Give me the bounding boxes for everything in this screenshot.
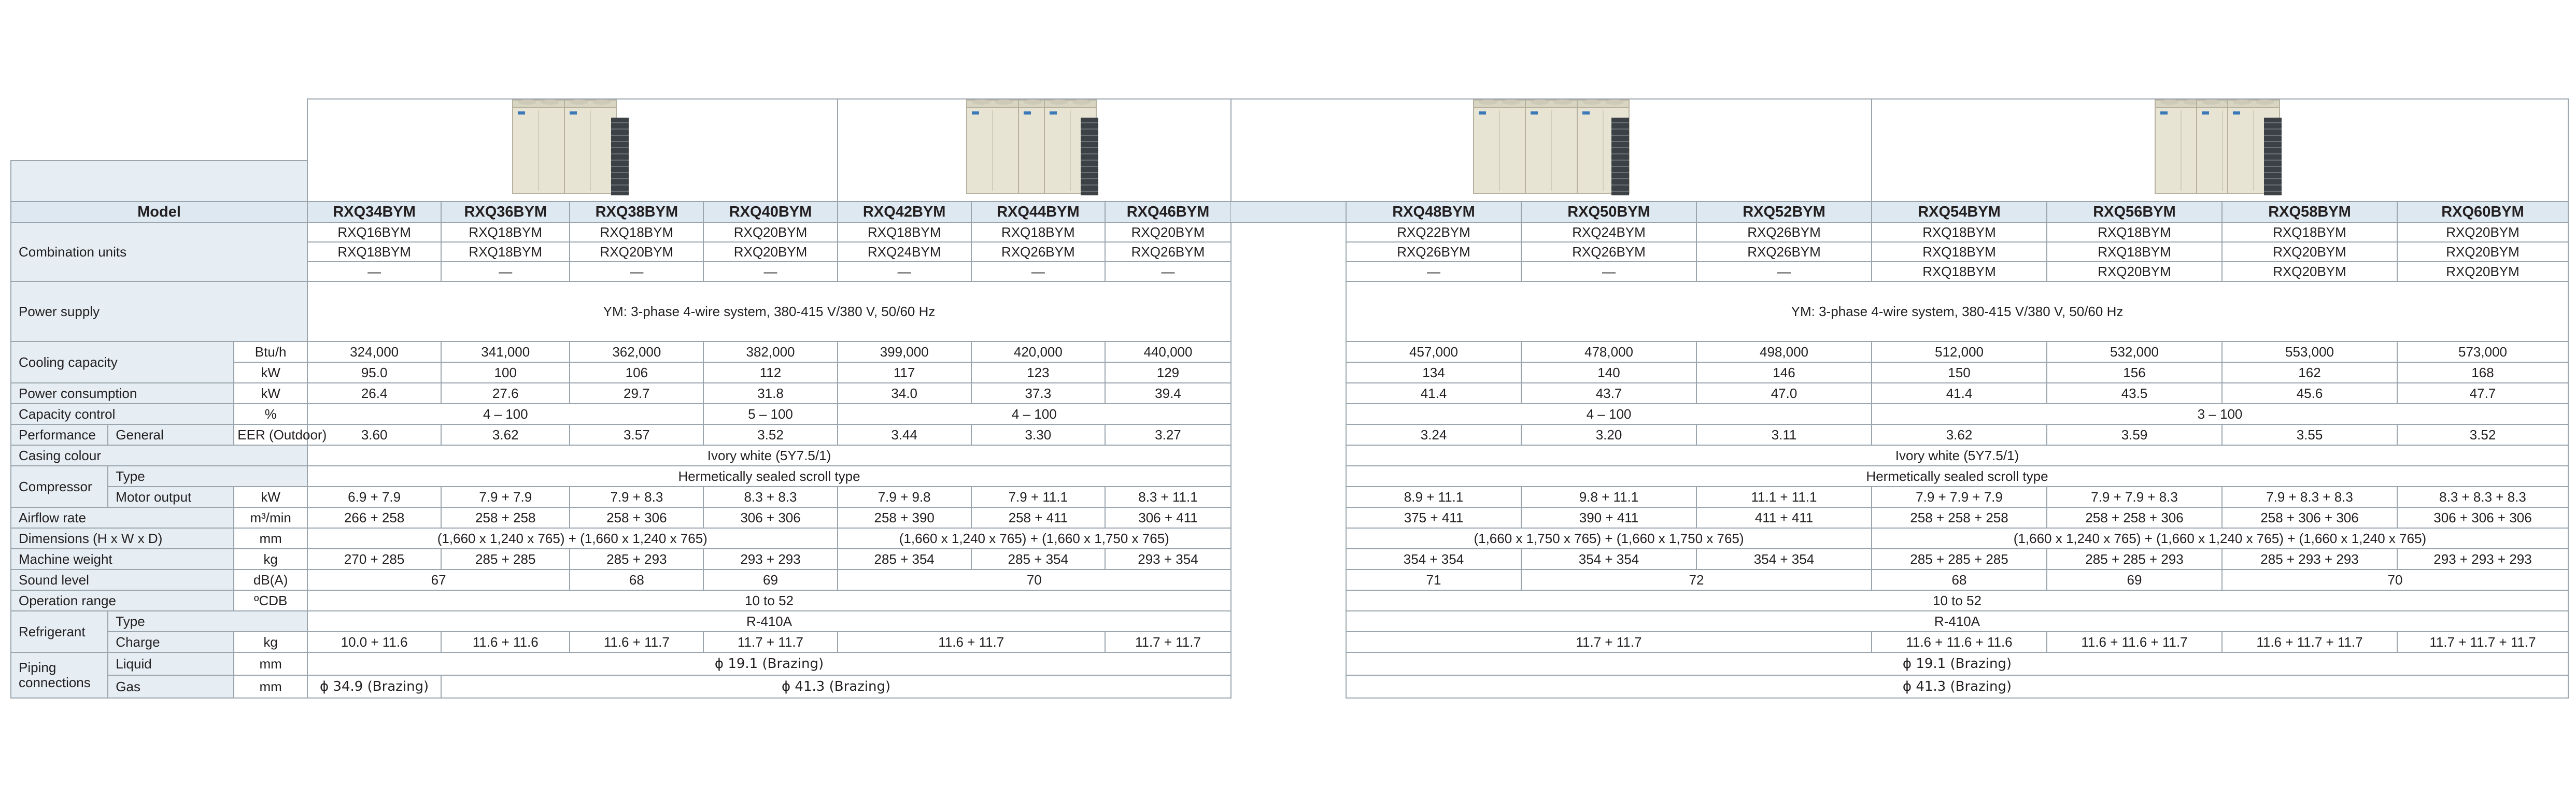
combo-cell: RXQ18BYM (441, 242, 570, 262)
value-cell: 375 + 411 (1346, 507, 1521, 528)
machine-weight-label: Machine weight (11, 549, 234, 569)
product-image-right-2 (1872, 99, 2568, 202)
product-image-left-1 (307, 99, 838, 202)
power-supply-value: YM: 3-phase 4-wire system, 380-415 V/380 V, 50/60 Hz (1346, 281, 2568, 341)
value-cell: 72 (1521, 569, 1872, 590)
value-cell: 100 (441, 362, 570, 383)
value-cell: 420,000 (971, 341, 1105, 362)
value-cell: 258 + 306 (570, 507, 703, 528)
value-cell: 324,000 (307, 341, 441, 362)
unit-label: kW (234, 383, 307, 404)
value-cell: 106 (570, 362, 703, 383)
value-cell: (1,660 x 1,750 x 765) + (1,660 x 1,750 x 765) (1346, 528, 1872, 549)
model-name: RXQ42BYM (838, 202, 971, 222)
value-cell: 168 (2397, 362, 2568, 383)
eer-label: EER (Outdoor) (234, 424, 307, 445)
combo-cell: RXQ24BYM (1521, 222, 1696, 242)
power-supply-value: YM: 3-phase 4-wire system, 380-415 V/380 V, 50/60 Hz (307, 281, 1231, 341)
outdoor-unit-icon (967, 100, 1101, 198)
value-cell: 411 + 411 (1696, 507, 1872, 528)
value-cell: 266 + 258 (307, 507, 441, 528)
value-cell: (1,660 x 1,240 x 765) + (1,660 x 1,750 x 765) (838, 528, 1231, 549)
combo-cell: RXQ18BYM (2047, 242, 2222, 262)
value-cell: 7.9 + 11.1 (971, 487, 1105, 507)
value-cell: 285 + 354 (971, 549, 1105, 569)
model-name: RXQ40BYM (703, 202, 837, 222)
combo-cell: RXQ26BYM (1696, 222, 1872, 242)
value-cell: Ivory white (5Y7.5/1) (307, 445, 1231, 466)
combo-cell: RXQ18BYM (1872, 242, 2047, 262)
value-cell: 69 (703, 569, 837, 590)
value-cell: 285 + 293 + 293 (2222, 549, 2397, 569)
value-cell: 9.8 + 11.1 (1521, 487, 1696, 507)
combo-cell: RXQ26BYM (971, 242, 1105, 262)
value-cell: 11.6 + 11.7 + 11.7 (2222, 632, 2397, 652)
value-cell: 3 – 100 (1872, 404, 2568, 424)
outdoor-unit-icon (2155, 100, 2285, 198)
value-cell: 29.7 (570, 383, 703, 404)
value-cell: 3.20 (1521, 424, 1696, 445)
value-cell: ϕ 34.9 (Brazing) (307, 675, 441, 698)
value-cell: 162 (2222, 362, 2397, 383)
combo-cell: RXQ18BYM (971, 222, 1105, 242)
combo-cell: RXQ26BYM (1696, 242, 1872, 262)
value-cell: ϕ 19.1 (Brazing) (307, 652, 1231, 675)
value-cell: 457,000 (1346, 341, 1521, 362)
value-cell: 10.0 + 11.6 (307, 632, 441, 652)
capacity-control-label: Capacity control (11, 404, 234, 424)
value-cell: 7.9 + 7.9 (441, 487, 570, 507)
value-cell: 146 (1696, 362, 1872, 383)
model-name: RXQ50BYM (1521, 202, 1696, 222)
value-cell: 512,000 (1872, 341, 2047, 362)
model-name: RXQ48BYM (1346, 202, 1521, 222)
performance-label: Performance (11, 424, 108, 445)
value-cell: R-410A (307, 611, 1231, 632)
value-cell: 573,000 (2397, 341, 2568, 362)
combo-cell: RXQ18BYM (2047, 222, 2222, 242)
model-name: RXQ36BYM (441, 202, 570, 222)
unit-label: ºCDB (234, 590, 307, 611)
combo-cell: — (441, 262, 570, 281)
value-cell: 45.6 (2222, 383, 2397, 404)
combo-cell: RXQ20BYM (2222, 242, 2397, 262)
value-cell: 7.9 + 7.9 + 7.9 (1872, 487, 2047, 507)
unit-label: mm (234, 652, 307, 675)
value-cell: 3.52 (703, 424, 837, 445)
model-name: RXQ46BYM (1105, 202, 1231, 222)
liquid-label: Liquid (108, 652, 234, 675)
value-cell: 10 to 52 (1346, 590, 2568, 611)
value-cell: 31.8 (703, 383, 837, 404)
charge-label: Charge (108, 632, 234, 652)
type-label: Type (108, 611, 307, 632)
model-name: RXQ60BYM (2397, 202, 2568, 222)
value-cell: 11.7 + 11.7 + 11.7 (2397, 632, 2568, 652)
value-cell: 117 (838, 362, 971, 383)
model-name: RXQ34BYM (307, 202, 441, 222)
value-cell: 4 – 100 (307, 404, 703, 424)
spec-table-right (1231, 98, 2569, 699)
combo-cell: — (838, 262, 971, 281)
value-cell: Hermetically sealed scroll type (1346, 466, 2568, 487)
value-cell: 47.0 (1696, 383, 1872, 404)
value-cell: 8.3 + 8.3 (703, 487, 837, 507)
value-cell: 11.6 + 11.6 + 11.7 (2047, 632, 2222, 652)
value-cell: 10 to 52 (307, 590, 1231, 611)
combo-cell: RXQ18BYM (570, 222, 703, 242)
cooling-capacity-label: Cooling capacity (11, 341, 234, 383)
value-cell: 8.9 + 11.1 (1346, 487, 1521, 507)
combo-cell: RXQ18BYM (441, 222, 570, 242)
value-cell: 3.57 (570, 424, 703, 445)
value-cell: 5 – 100 (703, 404, 837, 424)
unit-label: kg (234, 632, 307, 652)
value-cell: 34.0 (838, 383, 971, 404)
value-cell: 258 + 390 (838, 507, 971, 528)
combination-units-label: Combination units (11, 222, 307, 281)
value-cell: (1,660 x 1,240 x 765) + (1,660 x 1,240 x 765) (307, 528, 838, 549)
value-cell: 11.6 + 11.6 + 11.6 (1872, 632, 2047, 652)
value-cell: 7.9 + 9.8 (838, 487, 971, 507)
value-cell: 3.62 (1872, 424, 2047, 445)
unit-label: % (234, 404, 307, 424)
gap-column (1231, 222, 1346, 698)
combo-cell: RXQ26BYM (1346, 242, 1521, 262)
value-cell: 285 + 285 + 285 (1872, 549, 2047, 569)
value-cell: 399,000 (838, 341, 971, 362)
compressor-label: Compressor (11, 466, 108, 507)
value-cell: 8.3 + 11.1 (1105, 487, 1231, 507)
unit-label: dB(A) (234, 569, 307, 590)
value-cell: ϕ 41.3 (Brazing) (1346, 675, 2568, 698)
combo-cell: RXQ20BYM (570, 242, 703, 262)
combo-cell: RXQ20BYM (2047, 262, 2222, 281)
value-cell: Ivory white (5Y7.5/1) (1346, 445, 2568, 466)
combo-cell: — (570, 262, 703, 281)
value-cell: 341,000 (441, 341, 570, 362)
combo-cell: RXQ22BYM (1346, 222, 1521, 242)
value-cell: 440,000 (1105, 341, 1231, 362)
combo-cell: — (1696, 262, 1872, 281)
value-cell: 7.9 + 8.3 (570, 487, 703, 507)
model-name: RXQ54BYM (1872, 202, 2047, 222)
value-cell: 3.11 (1696, 424, 1872, 445)
value-cell: Hermetically sealed scroll type (307, 466, 1231, 487)
value-cell: 27.6 (441, 383, 570, 404)
combo-cell: RXQ18BYM (1872, 262, 2047, 281)
value-cell: 498,000 (1696, 341, 1872, 362)
value-cell: 306 + 306 + 306 (2397, 507, 2568, 528)
value-cell: 3.52 (2397, 424, 2568, 445)
combo-cell: RXQ20BYM (703, 242, 837, 262)
value-cell: 306 + 306 (703, 507, 837, 528)
value-cell: 69 (2047, 569, 2222, 590)
combo-cell: RXQ24BYM (838, 242, 971, 262)
unit-label: Btu/h (234, 341, 307, 362)
value-cell: 156 (2047, 362, 2222, 383)
value-cell: 532,000 (2047, 341, 2222, 362)
gas-label: Gas (108, 675, 234, 698)
value-cell: 134 (1346, 362, 1521, 383)
combo-cell: RXQ18BYM (1872, 222, 2047, 242)
piping-connections-label: Piping connections (11, 652, 108, 698)
value-cell: 258 + 306 + 306 (2222, 507, 2397, 528)
value-cell: 6.9 + 7.9 (307, 487, 441, 507)
value-cell: 3.59 (2047, 424, 2222, 445)
value-cell: ϕ 41.3 (Brazing) (441, 675, 1231, 698)
value-cell: 3.24 (1346, 424, 1521, 445)
value-cell: 285 + 354 (838, 549, 971, 569)
value-cell: 7.9 + 8.3 + 8.3 (2222, 487, 2397, 507)
value-cell: 285 + 285 (441, 549, 570, 569)
value-cell: 37.3 (971, 383, 1105, 404)
value-cell: 354 + 354 (1346, 549, 1521, 569)
value-cell: 3.55 (2222, 424, 2397, 445)
unit-label: kg (234, 549, 307, 569)
value-cell: 258 + 258 + 258 (1872, 507, 2047, 528)
value-cell: 354 + 354 (1521, 549, 1696, 569)
value-cell: 41.4 (1872, 383, 2047, 404)
motor-output-label: Motor output (108, 487, 234, 507)
value-cell: 67 (307, 569, 570, 590)
combo-cell: RXQ18BYM (838, 222, 971, 242)
value-cell: 68 (570, 569, 703, 590)
casing-colour-label: Casing colour (11, 445, 307, 466)
combo-cell: RXQ20BYM (2397, 222, 2568, 242)
combo-cell: RXQ20BYM (1105, 222, 1231, 242)
value-cell: 3.27 (1105, 424, 1231, 445)
value-cell: 293 + 354 (1105, 549, 1231, 569)
value-cell: R-410A (1346, 611, 2568, 632)
unit-label: mm (234, 528, 307, 549)
value-cell: 11.7 + 11.7 (1346, 632, 1872, 652)
combo-cell: — (703, 262, 837, 281)
unit-label: kW (234, 362, 307, 383)
model-name: RXQ44BYM (971, 202, 1105, 222)
value-cell: 285 + 293 (570, 549, 703, 569)
value-cell: 11.1 + 11.1 (1696, 487, 1872, 507)
value-cell: 258 + 258 + 306 (2047, 507, 2222, 528)
power-supply-label: Power supply (11, 281, 307, 341)
combo-cell: RXQ20BYM (2397, 242, 2568, 262)
power-consumption-label: Power consumption (11, 383, 234, 404)
value-cell: 258 + 258 (441, 507, 570, 528)
combo-cell: — (307, 262, 441, 281)
model-name: RXQ38BYM (570, 202, 703, 222)
value-cell: 270 + 285 (307, 549, 441, 569)
value-cell: 382,000 (703, 341, 837, 362)
value-cell: 3.44 (838, 424, 971, 445)
value-cell: 71 (1346, 569, 1521, 590)
value-cell: 11.6 + 11.7 (838, 632, 1105, 652)
value-cell: 553,000 (2222, 341, 2397, 362)
unit-label: m³/min (234, 507, 307, 528)
sound-level-label: Sound level (11, 569, 234, 590)
outdoor-unit-icon (513, 100, 632, 198)
value-cell: 285 + 285 + 293 (2047, 549, 2222, 569)
value-cell: 11.7 + 11.7 (703, 632, 837, 652)
value-cell: 4 – 100 (1346, 404, 1872, 424)
dimensions-label: Dimensions (H x W x D) (11, 528, 234, 549)
combo-cell: RXQ26BYM (1521, 242, 1696, 262)
value-cell: 354 + 354 (1696, 549, 1872, 569)
combo-cell: RXQ20BYM (703, 222, 837, 242)
refrigerant-label: Refrigerant (11, 611, 108, 652)
airflow-rate-label: Airflow rate (11, 507, 234, 528)
value-cell: 68 (1872, 569, 2047, 590)
value-cell: 306 + 411 (1105, 507, 1231, 528)
unit-label: mm (234, 675, 307, 698)
combo-cell: RXQ18BYM (2222, 222, 2397, 242)
value-cell: 95.0 (307, 362, 441, 383)
combo-cell: — (971, 262, 1105, 281)
value-cell: 8.3 + 8.3 + 8.3 (2397, 487, 2568, 507)
combo-cell: RXQ26BYM (1105, 242, 1231, 262)
value-cell: 43.7 (1521, 383, 1696, 404)
value-cell: 47.7 (2397, 383, 2568, 404)
value-cell: 478,000 (1521, 341, 1696, 362)
value-cell: 293 + 293 (703, 549, 837, 569)
value-cell: 123 (971, 362, 1105, 383)
value-cell: 7.9 + 7.9 + 8.3 (2047, 487, 2222, 507)
value-cell: ϕ 19.1 (Brazing) (1346, 652, 2568, 675)
value-cell: 3.62 (441, 424, 570, 445)
value-cell: 11.7 + 11.7 (1105, 632, 1231, 652)
combo-cell: — (1346, 262, 1521, 281)
value-cell: 129 (1105, 362, 1231, 383)
unit-label: kW (234, 487, 307, 507)
product-image-left-2 (838, 99, 1231, 202)
outdoor-unit-icon (1474, 100, 1629, 198)
model-header-spacer (1231, 202, 1346, 222)
type-label: Type (108, 466, 307, 487)
value-cell: 11.6 + 11.6 (441, 632, 570, 652)
model-label: Model (11, 202, 307, 222)
value-cell: 150 (1872, 362, 2047, 383)
value-cell: 293 + 293 + 293 (2397, 549, 2568, 569)
model-name: RXQ58BYM (2222, 202, 2397, 222)
value-cell: 140 (1521, 362, 1696, 383)
product-image-right-1 (1231, 99, 1872, 202)
operation-range-label: Operation range (11, 590, 234, 611)
combo-cell: RXQ18BYM (307, 242, 441, 262)
combo-cell: RXQ20BYM (2222, 262, 2397, 281)
value-cell: 26.4 (307, 383, 441, 404)
value-cell: 70 (838, 569, 1231, 590)
combo-cell: RXQ16BYM (307, 222, 441, 242)
value-cell: 390 + 411 (1521, 507, 1696, 528)
value-cell: 70 (2222, 569, 2568, 590)
value-cell: 258 + 411 (971, 507, 1105, 528)
model-name: RXQ56BYM (2047, 202, 2222, 222)
value-cell: 43.5 (2047, 383, 2222, 404)
combo-cell: — (1105, 262, 1231, 281)
combo-cell: RXQ20BYM (2397, 262, 2568, 281)
general-label: General (108, 424, 234, 445)
value-cell: 41.4 (1346, 383, 1521, 404)
value-cell: 39.4 (1105, 383, 1231, 404)
model-name: RXQ52BYM (1696, 202, 1872, 222)
value-cell: 3.60 (307, 424, 441, 445)
spec-table-left (10, 98, 1232, 699)
value-cell: 362,000 (570, 341, 703, 362)
value-cell: 11.6 + 11.7 (570, 632, 703, 652)
value-cell: 4 – 100 (838, 404, 1231, 424)
value-cell: (1,660 x 1,240 x 765) + (1,660 x 1,240 x 765) + (1,660 x 1,240 x 765) (1872, 528, 2568, 549)
combo-cell: — (1521, 262, 1696, 281)
value-cell: 3.30 (971, 424, 1105, 445)
value-cell: 112 (703, 362, 837, 383)
